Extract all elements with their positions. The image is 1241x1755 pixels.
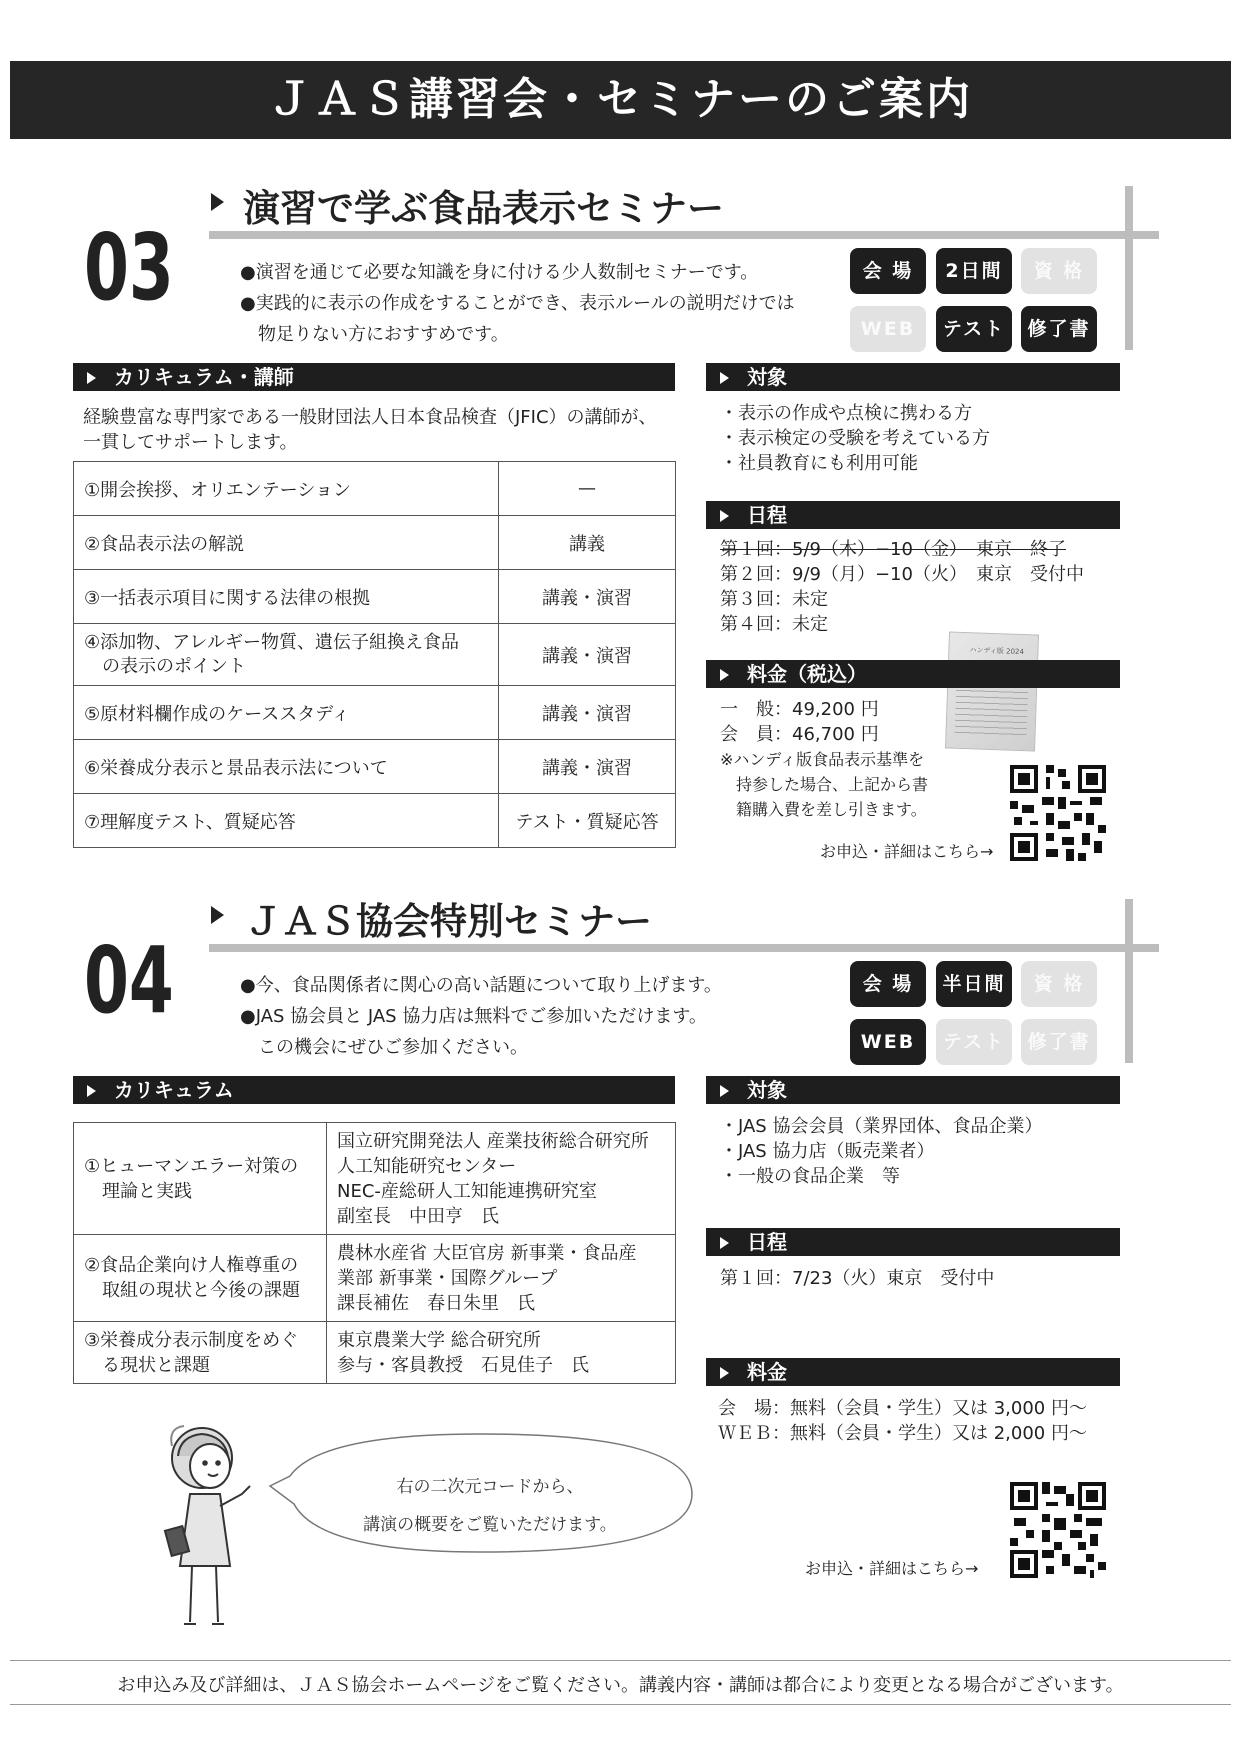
table-row: ②食品表示法の解説 講義 (74, 516, 676, 570)
heading-marker-icon (87, 1085, 96, 1097)
section-04-number: 04 (84, 927, 174, 1034)
curriculum-table (73, 1122, 676, 1384)
speech-text: 右の二次元コードから、 講演の概要をご覧いただけます。 (363, 1477, 617, 1535)
table-row: ②食品企業向け人権尊重の 取組の現状と今後の課題 農林水産省 大臣官房 新事業・食品産 業部 新事業・国際グループ 課長補佐 春日朱里 氏 (74, 1235, 676, 1322)
section-03-title: 演習で学ぶ食品表示セミナー (243, 187, 724, 230)
target-list: ・JAS 協会会員（業界団体、食品企業） ・JAS 協力店（販売業者） ・一般の食品企業 等 (720, 1116, 1043, 1187)
badge-duration: 半日間 (936, 961, 1012, 1007)
table-row: ⑥栄養成分表示と景品表示法について 講義・演習 (74, 740, 676, 794)
section-03-number: 03 (84, 214, 174, 321)
target-list: ・表示の作成や点検に携わる方 ・表示検定の受験を考えている方 ・社員教育にも利用可能 (720, 403, 990, 474)
qr-code-03[interactable] (1010, 765, 1106, 861)
badge-qualification: 資 格 (1021, 961, 1097, 1007)
curriculum-heading: カリキュラム (73, 1076, 675, 1104)
fee-list: 会 場：無料（会員・学生）又は 3,000 円〜 ＷＥＢ：無料（会員・学生）又は 2,000 円〜 (718, 1398, 1087, 1444)
heading-marker-icon (720, 669, 729, 681)
fee-list: 一 般：49,200 円 会 員：46,700 円 ※ハンディ版食品表示基準を 持参した場合、上記から書 籍購入費を差し引きます。 (720, 699, 929, 819)
section-03-vrule (1125, 186, 1133, 350)
badge-venue: 会 場 (850, 961, 926, 1007)
schedule-heading: 日程 (706, 1228, 1120, 1256)
heading-marker-icon (720, 1367, 729, 1379)
footer-rule-bottom (10, 1704, 1231, 1705)
badge-duration: 2日間 (936, 248, 1012, 294)
title-marker-icon (211, 193, 224, 211)
badge-web: WEB (850, 306, 926, 352)
badge-qualification: 資 格 (1021, 248, 1097, 294)
target-heading: 対象 (706, 1076, 1120, 1104)
curriculum-table (73, 461, 676, 848)
section-04-intro: ●今、食品関係者に関心の高い話題について取り上げます。 ●JAS 協会員と JAS 協力店は無料でご参加いただけます。 この機会にぜひご参加ください。 (240, 975, 722, 1058)
table-row: ①ヒューマンエラー対策の 理論と実践 国立研究開発法人 産業技術総合研究所 人工知能研究センター NEC-産総研人工知能連携研究室 副室長 中田亨 氏 (74, 1123, 676, 1235)
section-04-vrule (1125, 899, 1133, 1063)
fee-heading: 料金（税込） (706, 660, 1120, 688)
heading-marker-icon (720, 510, 729, 522)
table-row: ①開会挨拶、オリエンテーション — (74, 462, 676, 516)
badge-venue: 会 場 (850, 248, 926, 294)
curriculum-description: 経験豊富な専門家である一般財団法人日本食品検査（JFIC）の講師が、 一貫してサポートします。 (83, 407, 657, 453)
badge-certificate: 修了書 (1021, 1019, 1097, 1065)
section-04-rule (209, 944, 1159, 952)
curriculum-heading: カリキュラム・講師 (73, 363, 675, 391)
title-marker-icon (211, 906, 224, 924)
section-03-rule (209, 231, 1159, 239)
badge-certificate: 修了書 (1021, 306, 1097, 352)
footer-rule-top (10, 1660, 1231, 1661)
table-row: ③栄養成分表示制度をめぐ る現状と課題 東京農業大学 総合研究所 参与・客員教授 石見佳子 氏 (74, 1322, 676, 1384)
fee-heading: 料金 (706, 1358, 1120, 1386)
table-row: ⑦理解度テスト、質疑応答 テスト・質疑応答 (74, 794, 676, 848)
target-heading: 対象 (706, 363, 1120, 391)
badge-web: WEB (850, 1019, 926, 1065)
badge-test: テスト (936, 1019, 1012, 1065)
heading-marker-icon (720, 1237, 729, 1249)
section-03-intro: ●演習を通じて必要な知識を身に付ける少人数制セミナーです。 ●実践的に表示の作成をすることができ、表示ルールの説明だけでは 物足りない方におすすめです。 (240, 262, 795, 345)
schedule-list: 第１回：5/9（木）−10（金） 東京 終了 第２回：9/9（月）−10（火） 東京 受付中 第３回：未定 第４回：未定 (720, 539, 1084, 635)
table-row: ⑤原材料欄作成のケーススタディ 講義・演習 (74, 686, 676, 740)
handbook-image: ハンディ版 2024 (945, 631, 1039, 751)
apply-link-04[interactable]: お申込・詳細はこちら→ (805, 1559, 979, 1578)
schedule-list: 第１回：7/23（火）東京 受付中 (720, 1268, 995, 1289)
footer-note: お申込み及び詳細は、ＪＡＳ協会ホームページをご覧ください。講義内容・講師は都合により変更となる場合がございます。 (117, 1675, 1124, 1696)
schedule-heading: 日程 (706, 501, 1120, 529)
section-04-title: ＪＡＳ協会特別セミナー (245, 900, 652, 943)
table-row: ④添加物、アレルギー物質、遺伝子組換え食品 の表示のポイント 講義・演習 (74, 624, 676, 686)
heading-marker-icon (87, 372, 96, 384)
presenter-illustration (150, 1416, 260, 1636)
table-row: ③一括表示項目に関する法律の根拠 講義・演習 (74, 570, 676, 624)
badge-test: テスト (936, 306, 1012, 352)
heading-marker-icon (720, 1085, 729, 1097)
page-banner: ＪＡＳ講習会・セミナーのご案内 (10, 61, 1231, 139)
qr-code-04[interactable] (1010, 1482, 1106, 1578)
heading-marker-icon (720, 372, 729, 384)
apply-link-03[interactable]: お申込・詳細はこちら→ (820, 842, 994, 861)
